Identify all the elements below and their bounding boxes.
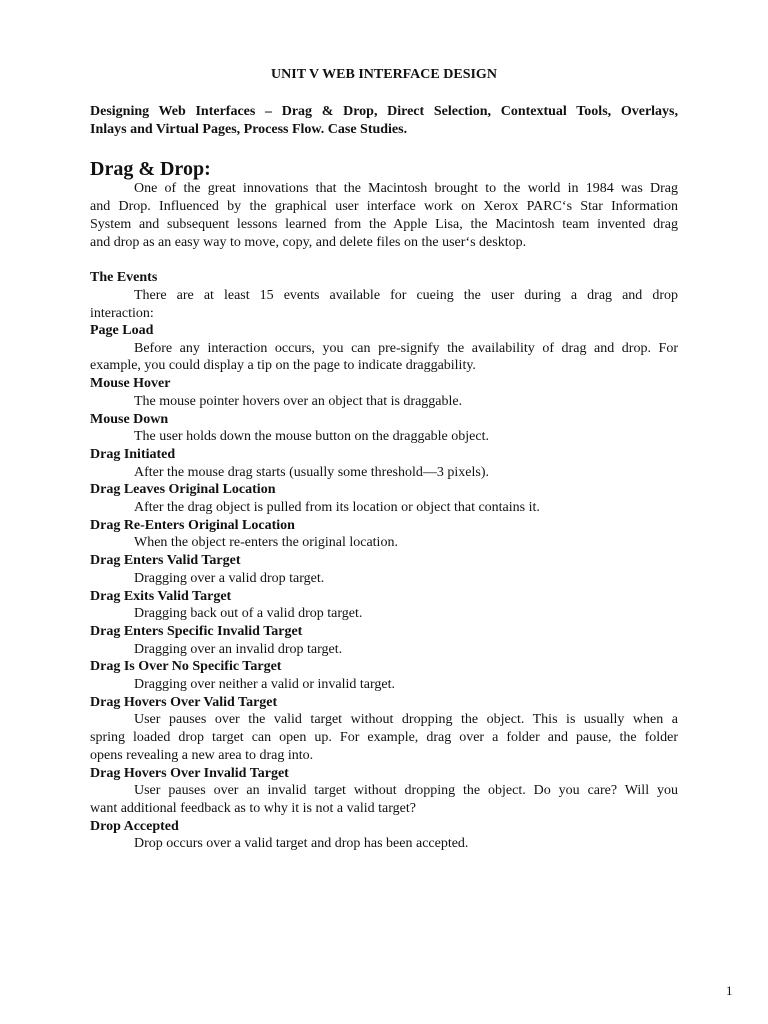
- event-description: [90, 428, 678, 446]
- event-description-line: Dragging over a valid drop target.: [134, 570, 325, 586]
- event-description-line: opens revealing a new area to drag into.: [90, 747, 314, 763]
- event-description-line: want additional feedback as to why it is not a valid target?: [90, 800, 416, 816]
- event-name: Mouse Hover: [90, 376, 171, 392]
- event-description: [90, 534, 678, 552]
- event-description: [90, 570, 678, 588]
- event-description-line: The user holds down the mouse button on the draggable object.: [134, 429, 489, 445]
- event-description: [90, 641, 678, 659]
- event-description: [90, 676, 678, 694]
- event-name: Drag Exits Valid Target: [90, 588, 232, 604]
- event-item: [90, 517, 678, 552]
- event-description: [90, 835, 678, 853]
- event-name: Drag Leaves Original Location: [90, 482, 276, 498]
- event-item: [90, 658, 678, 693]
- event-description: [90, 782, 678, 817]
- event-name: Drag Hovers Over Valid Target: [90, 694, 278, 710]
- event-description-line: spring loaded drop target can open up. For example, drag over a folder and pause, the folder: [90, 730, 678, 746]
- event-name: Drag Enters Valid Target: [90, 553, 241, 569]
- events-intro-line: interaction:: [90, 306, 154, 321]
- event-description-line: After the mouse drag starts (usually some threshold—3 pixels).: [134, 464, 489, 480]
- intro-line: System and subsequent lessons learned from the Apple Lisa, the Macintosh team invented drag: [90, 217, 678, 232]
- event-description: [90, 393, 678, 411]
- event-item: [90, 552, 678, 587]
- event-item: [90, 411, 678, 446]
- event-item: [90, 765, 678, 818]
- events-intro-line: There are at least 15 events available for cueing the user during a drag and drop: [134, 288, 678, 303]
- events-intro: [90, 287, 678, 323]
- event-item: [90, 322, 678, 375]
- section-heading: Drag & Drop:: [90, 158, 211, 180]
- event-description-line: Drop occurs over a valid target and drop has been accepted.: [134, 836, 469, 852]
- event-name: Drag Re-Enters Original Location: [90, 517, 295, 533]
- event-item: [90, 588, 678, 623]
- intro-line: and Drop. Influenced by the graphical user interface work on Xerox PARC‘s Star Information: [90, 199, 678, 214]
- event-description: [90, 605, 678, 623]
- event-name: Drag Hovers Over Invalid Target: [90, 765, 289, 781]
- event-description-line: Dragging back out of a valid drop target.: [134, 606, 363, 622]
- event-description-line: example, you could display a tip on the page to indicate draggability.: [90, 358, 476, 374]
- event-item: [90, 375, 678, 410]
- event-description-line: After the drag object is pulled from its location or object that contains it.: [134, 500, 540, 516]
- event-description-line: The mouse pointer hovers over an object that is draggable.: [134, 393, 463, 409]
- event-description: [90, 711, 678, 764]
- event-description-line: Before any interaction occurs, you can pre-signify the availability of drag and drop. For: [134, 340, 678, 356]
- unit-subtitle: [90, 103, 678, 139]
- events-list: [90, 322, 678, 853]
- intro-paragraph: [90, 180, 678, 252]
- event-item: [90, 481, 678, 516]
- event-description-line: User pauses over the valid target without dropping the object. This is usually when a: [134, 712, 678, 728]
- events-title: The Events: [90, 270, 158, 285]
- unit-title: UNIT V WEB INTERFACE DESIGN: [271, 67, 497, 82]
- page-number: 1: [726, 983, 733, 998]
- event-name: Drag Enters Specific Invalid Target: [90, 623, 303, 639]
- event-item: [90, 694, 678, 765]
- event-description-line: Dragging over an invalid drop target.: [134, 641, 343, 657]
- event-item: [90, 818, 678, 853]
- intro-line: One of the great innovations that the Macintosh brought to the world in 1984 was Drag: [134, 181, 678, 196]
- event-name: Page Load: [90, 323, 154, 338]
- event-name: Drop Accepted: [90, 818, 179, 834]
- event-description: [90, 464, 678, 482]
- event-description: [90, 499, 678, 517]
- event-description-line: Dragging over neither a valid or invalid target.: [134, 677, 395, 693]
- event-description-line: User pauses over an invalid target without dropping the object. Do you care? Will you: [134, 783, 678, 799]
- event-description-line: When the object re-enters the original location.: [134, 535, 398, 551]
- subtitle-line: Inlays and Virtual Pages, Process Flow. Case Studies.: [90, 122, 408, 137]
- event-item: [90, 446, 678, 481]
- subtitle-line: Designing Web Interfaces – Drag & Drop, Direct Selection, Contextual Tools, Overlays,: [90, 104, 678, 119]
- event-description: [90, 340, 678, 375]
- event-item: [90, 623, 678, 658]
- intro-line: and drop as an easy way to move, copy, and delete files on the user‘s desktop.: [90, 235, 527, 250]
- event-name: Mouse Down: [90, 411, 169, 427]
- event-name: Drag Initiated: [90, 446, 176, 462]
- event-name: Drag Is Over No Specific Target: [90, 659, 282, 675]
